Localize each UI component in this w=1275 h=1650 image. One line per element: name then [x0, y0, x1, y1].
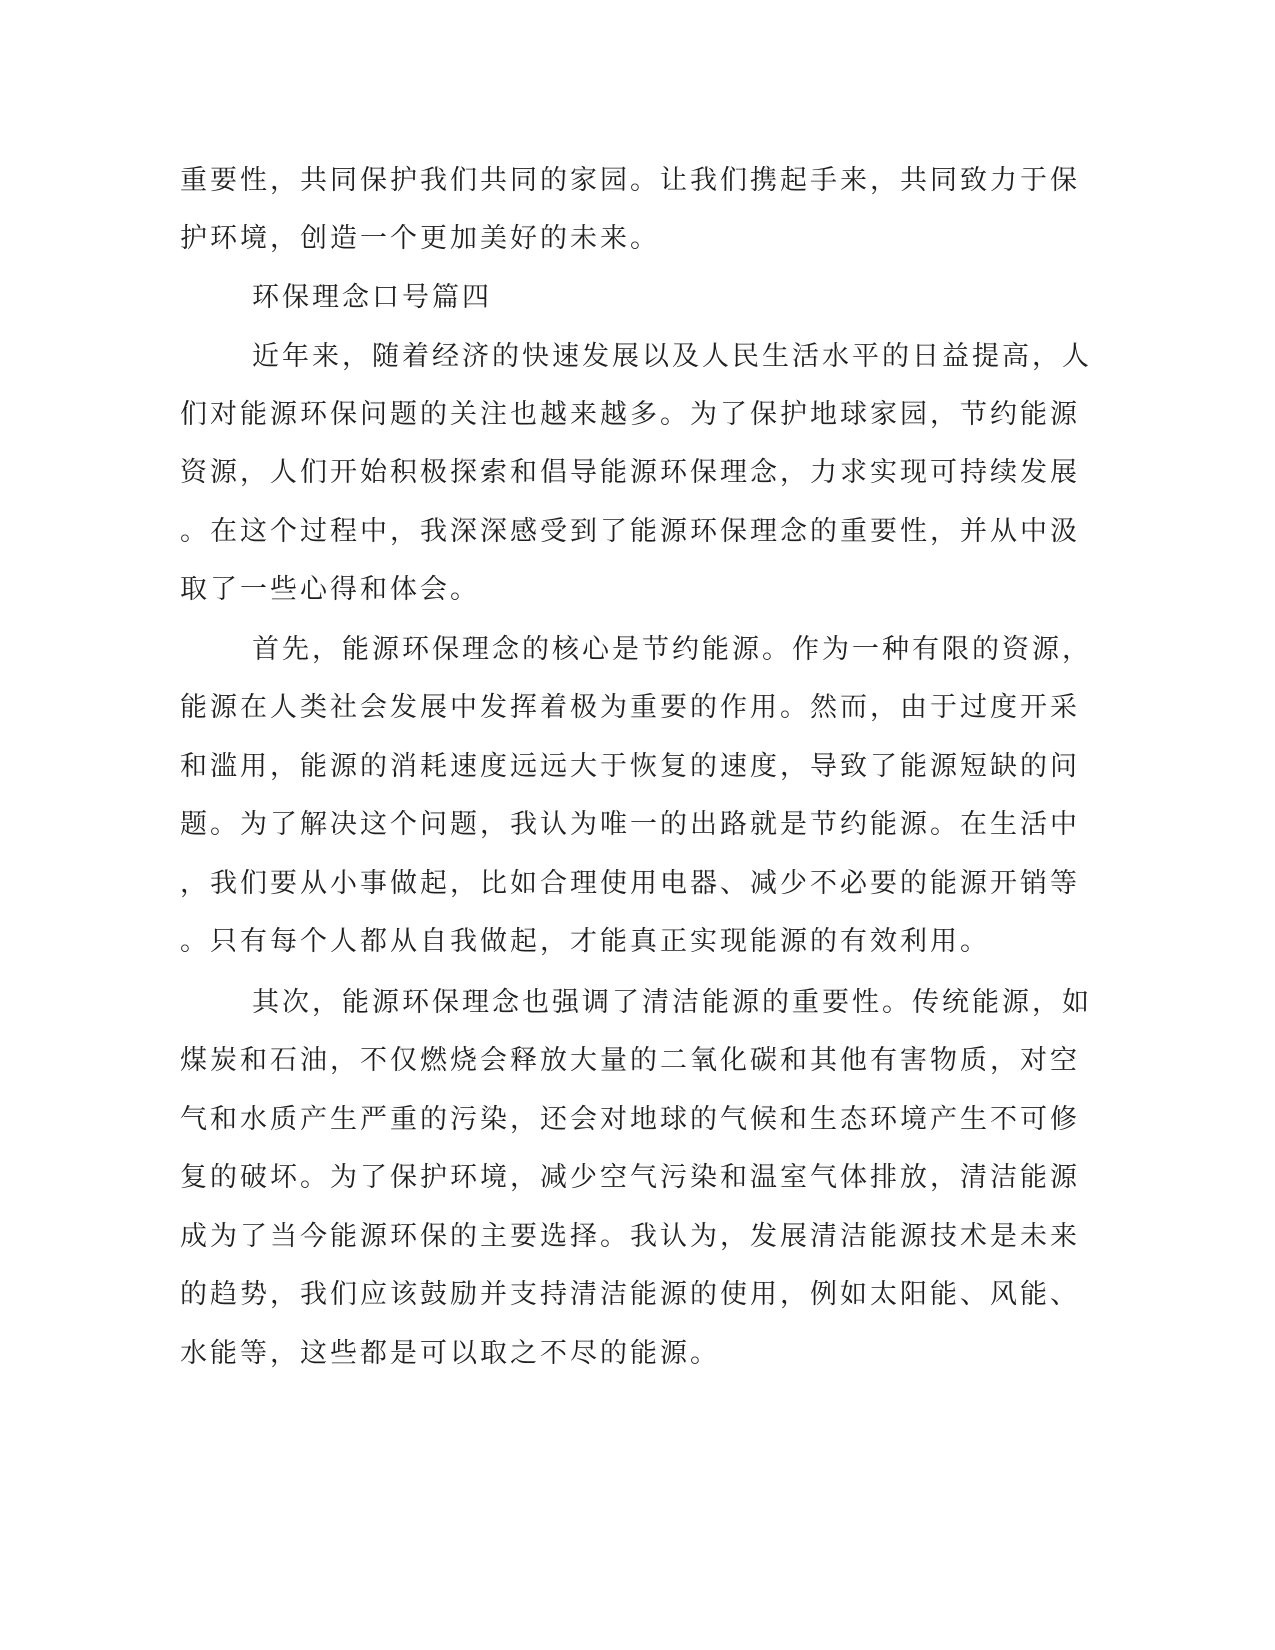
body-line: 和滥用，能源的消耗速度远远大于恢复的速度，导致了能源短缺的问 [180, 751, 1080, 782]
section-heading: 环保理念口号篇四 [252, 282, 492, 313]
body-line: 题。为了解决这个问题，我认为唯一的出路就是节约能源。在生活中 [180, 809, 1080, 840]
body-line: 煤炭和石油，不仅燃烧会释放大量的二氧化碳和其他有害物质，对空 [180, 1045, 1080, 1076]
body-line: 。只有每个人都从自我做起，才能真正实现能源的有效利用。 [180, 926, 990, 957]
body-line: 能源在人类社会发展中发挥着极为重要的作用。然而，由于过度开采 [180, 692, 1080, 723]
body-line: 。在这个过程中，我深深感受到了能源环保理念的重要性，并从中汲 [180, 516, 1080, 547]
body-line: 护环境，创造一个更加美好的未来。 [180, 223, 660, 254]
body-line: 重要性，共同保护我们共同的家园。让我们携起手来，共同致力于保 [180, 165, 1080, 196]
body-line: 水能等，这些都是可以取之不尽的能源。 [180, 1338, 720, 1369]
body-line: 资源，人们开始积极探索和倡导能源环保理念，力求实现可持续发展 [180, 457, 1080, 488]
body-line: 成为了当今能源环保的主要选择。我认为，发展清洁能源技术是未来 [180, 1221, 1080, 1252]
body-line: 近年来，随着经济的快速发展以及人民生活水平的日益提高，人 [252, 341, 1092, 372]
body-line: 们对能源环保问题的关注也越来越多。为了保护地球家园，节约能源 [180, 399, 1080, 430]
body-line: 首先，能源环保理念的核心是节约能源。作为一种有限的资源， [252, 634, 1092, 665]
body-line: 取了一些心得和体会。 [180, 574, 480, 605]
body-line: 的趋势，我们应该鼓励并支持清洁能源的使用，例如太阳能、风能、 [180, 1279, 1080, 1310]
body-line: 复的破坏。为了保护环境，减少空气污染和温室气体排放，清洁能源 [180, 1162, 1080, 1193]
body-line: 气和水质产生严重的污染，还会对地球的气候和生态环境产生不可修 [180, 1104, 1080, 1135]
body-line: 其次，能源环保理念也强调了清洁能源的重要性。传统能源，如 [252, 987, 1092, 1018]
body-line: ，我们要从小事做起，比如合理使用电器、减少不必要的能源开销等 [180, 868, 1080, 899]
